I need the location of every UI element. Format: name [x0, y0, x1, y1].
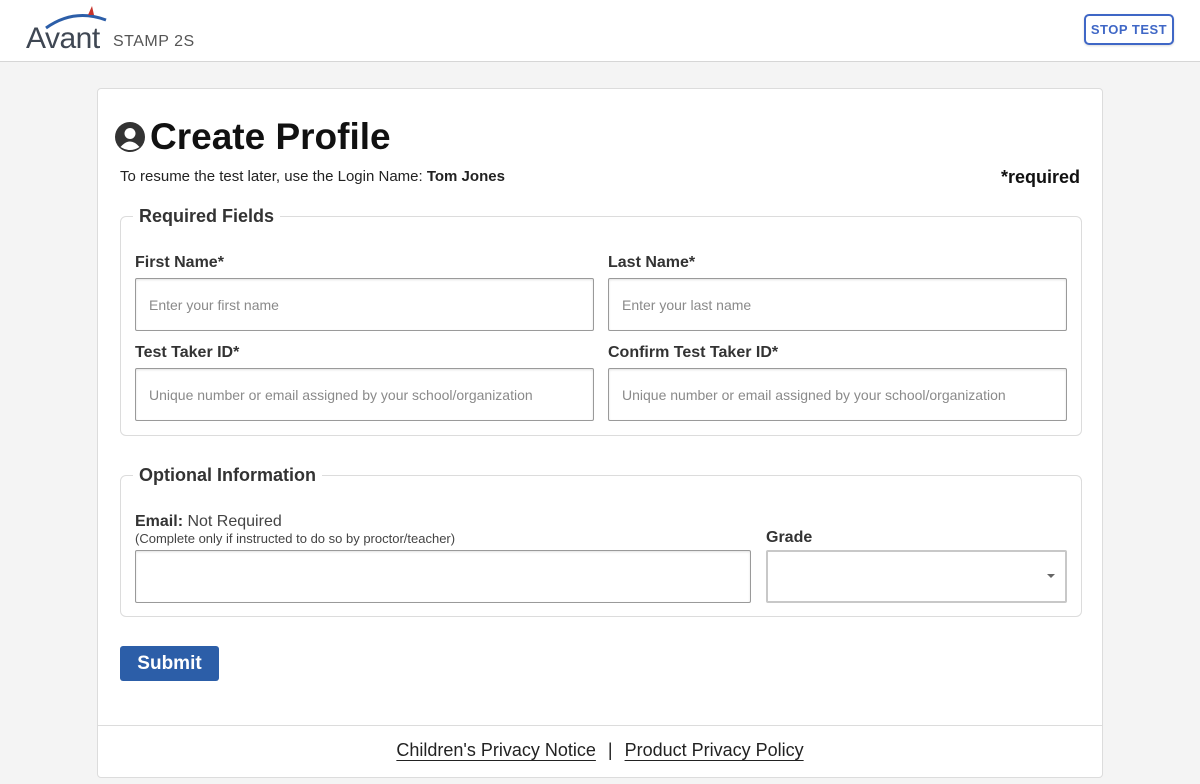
- avant-logo: [26, 6, 108, 55]
- submit-button[interactable]: Submit: [120, 646, 219, 681]
- first-name-input[interactable]: [135, 278, 594, 331]
- caret-down-icon: [1047, 574, 1055, 578]
- app-header: [0, 0, 1200, 62]
- user-circle-icon: [114, 121, 146, 153]
- test-taker-id-input[interactable]: [135, 368, 594, 421]
- email-label-text: Email:: [135, 513, 184, 530]
- email-hint: (Complete only if instructed to do so by proctor/teacher): [135, 531, 456, 546]
- email-not-required: Not Required: [183, 513, 282, 530]
- required-fields-legend: Required Fields: [133, 206, 280, 227]
- last-name-label: Last Name*: [608, 254, 696, 271]
- product-privacy-link[interactable]: Product Privacy Policy: [624, 740, 804, 760]
- grade-select[interactable]: [766, 550, 1067, 603]
- childrens-privacy-link[interactable]: Children's Privacy Notice: [396, 740, 596, 760]
- footer-links: [98, 740, 1102, 761]
- footer-separator: |: [607, 740, 613, 760]
- resume-instructions: [120, 168, 505, 185]
- product-name: STAMP 2S: [113, 33, 195, 50]
- resume-text: To resume the test later, use the Login Name:: [120, 168, 427, 185]
- email-label: [135, 513, 282, 531]
- first-name-label: First Name*: [135, 254, 224, 271]
- required-note: *required: [1000, 167, 1080, 187]
- required-fields-group: [120, 206, 1082, 436]
- grade-label: Grade: [766, 529, 813, 546]
- stop-test-button[interactable]: STOP TEST: [1084, 14, 1174, 45]
- login-name: Tom Jones: [426, 168, 505, 185]
- confirm-test-taker-id-label: Confirm Test Taker ID*: [608, 344, 779, 361]
- page-title: Create Profile: [150, 116, 391, 157]
- footer: [98, 725, 1102, 777]
- optional-info-legend: Optional Information: [133, 465, 322, 486]
- confirm-test-taker-id-input[interactable]: [608, 368, 1067, 421]
- profile-card: [97, 88, 1103, 778]
- title-row: [114, 117, 391, 157]
- test-taker-id-label: Test Taker ID*: [135, 344, 240, 361]
- optional-info-group: [120, 465, 1082, 617]
- email-input[interactable]: [135, 550, 751, 603]
- last-name-input[interactable]: [608, 278, 1067, 331]
- logo-text: Avant: [26, 22, 100, 55]
